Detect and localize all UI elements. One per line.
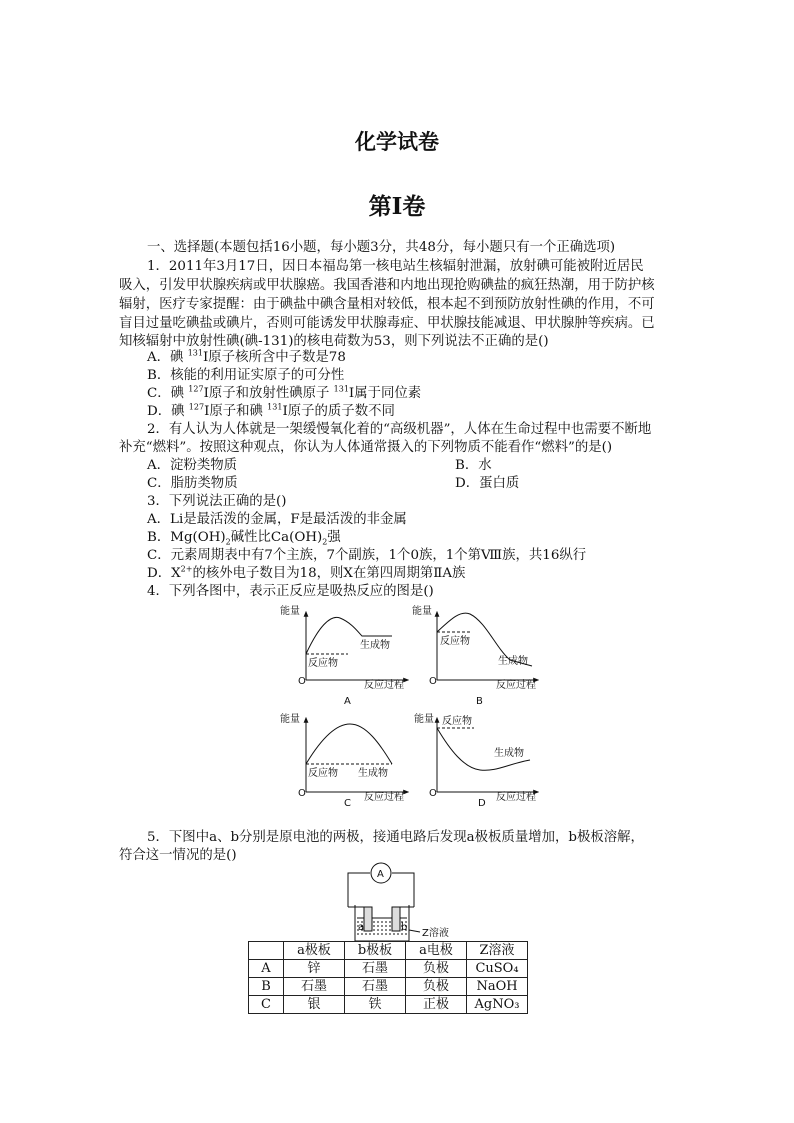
table-cell: AgNO₃ [467, 996, 528, 1014]
diag-d-y-label: 能量 [414, 714, 434, 725]
diagram-c [306, 718, 408, 792]
q1-option-a: A．碘 $^{131}$I原子核所含中子数是78 [147, 348, 346, 365]
q5-line-1: 5．下图中a、b分别是原电池的两极，接通电路后发现a极板质量增加，b极板溶解， [147, 830, 644, 845]
diag-c-x-label: 反应过程 [364, 792, 404, 803]
q1-option-d: D．碘 $^{127}$I原子和碘 $^{131}$I原子的质子数不同 [147, 402, 395, 419]
q4-stem: 4．下列各图中，表示正反应是吸热反应的图是() [147, 584, 434, 599]
diag-d-x-label: 反应过程 [496, 792, 536, 803]
q2-option-c: C．脂肪类物质 [147, 476, 238, 491]
diag-a-caption: A [344, 696, 351, 707]
diag-b-product: 生成物 [498, 656, 528, 667]
diag-b-y-label: 能量 [412, 606, 432, 617]
q1-line-2: 吸入，引发甲状腺疾病或甲状腺癌。我国香港和内地出现抢购碘盐的疯狂热潮，用于防护核 [119, 278, 655, 293]
table-header-cell [249, 942, 284, 960]
diagram-a [306, 612, 408, 680]
section-heading: 一、选择题(本题包括16小题，每小题3分，共48分，每小题只有一个正确选项) [147, 240, 616, 255]
table-cell: 锌 [284, 960, 345, 978]
q1-line-3: 辐射，医疗专家提醒：由于碘盐中碘含量相对较低，根本起不到预防放射性碘的作用，不可 [119, 297, 655, 312]
table-header-cell: a电极 [406, 942, 467, 960]
table-cell: 铁 [345, 996, 406, 1014]
exam-title: 化学试卷 [355, 129, 439, 154]
table-cell: 石墨 [284, 978, 345, 996]
q3-stem: 3．下列说法正确的是() [147, 494, 287, 509]
diag-a-y-label: 能量 [280, 606, 300, 617]
q1-line-5: 知核辐射中放射性碘(碘-131)的核电荷数为53，则下列说法不正确的是() [119, 334, 549, 349]
q1-line-1: 1．2011年3月17日，因日本福岛第一核电站生核辐射泄漏，放射碘可能被附近居民 [147, 259, 644, 274]
table-row [249, 978, 528, 996]
q3-option-a: A．Li是最活泼的金属，F是最活泼的非金属 [147, 512, 407, 527]
q2-line-2: 补充“燃料”。按照这种观点，你认为人体通常摄入的下列物质不能看作“燃料”的是() [119, 440, 613, 455]
table-cell: 负极 [406, 960, 467, 978]
electrode-b-label: b [401, 922, 408, 933]
table-cell: CuSO₄ [467, 960, 528, 978]
diag-b-caption: B [476, 696, 483, 707]
diag-b-reactant: 反应物 [440, 636, 470, 647]
electrode-a-label: a [358, 922, 365, 933]
q5-line-2: 符合这一情况的是() [119, 848, 237, 863]
diag-a-reactant: 反应物 [308, 658, 338, 669]
table-cell: C [249, 996, 284, 1014]
diag-c-y-label: 能量 [280, 714, 300, 725]
solution-label: Z溶液 [422, 928, 449, 939]
volume-title: 第Ⅰ卷 [368, 193, 426, 220]
table-header-cell: a极板 [284, 942, 345, 960]
q1-option-c: C．碘 $^{127}$I原子和放射性碘原子 $^{131}$I属于同位素 [147, 384, 422, 401]
table-cell: 石墨 [345, 960, 406, 978]
diag-c-origin: O [298, 788, 306, 799]
table-cell: A [249, 960, 284, 978]
q1-line-4: 盲目过量吃碘盐或碘片，否则可能诱发甲状腺毒症、甲状腺技能减退、甲状腺肿等疾病。已 [119, 316, 655, 331]
diag-d-product: 生成物 [494, 748, 524, 759]
diag-b-origin: O [429, 676, 437, 687]
table-header-cell: Z溶液 [467, 942, 528, 960]
q3-option-b: B．$Mg(OH)_2$碱性比$Ca(OH)_2$强 [147, 530, 341, 547]
ammeter-label: A [377, 869, 384, 880]
q2-option-b: B．水 [455, 458, 492, 473]
table-cell: B [249, 978, 284, 996]
diag-d-origin: O [429, 788, 437, 799]
table-row [249, 960, 528, 978]
diag-a-origin: O [298, 676, 306, 687]
diag-b-x-label: 反应过程 [496, 680, 536, 691]
q3-option-c: C．元素周期表中有7个主族，7个副族，1个0族，1个第Ⅷ族，共16纵行 [147, 548, 587, 563]
q3-option-d: D．$X^{2+}$的核外电子数目为18，则X在第四周期第ⅡA族 [147, 564, 466, 581]
q1-option-b: B．核能的利用证实原子的可分性 [147, 368, 345, 383]
table-cell: 石墨 [345, 978, 406, 996]
table-cell: 负极 [406, 978, 467, 996]
diag-a-x-label: 反应过程 [364, 680, 404, 691]
table-header-row [249, 942, 528, 960]
table-row [249, 996, 528, 1014]
q2-line-1: 2．有人认为人体就是一架缓慢氧化着的“高级机器”，人体在生命过程中也需要不断地 [147, 422, 652, 437]
table-header-cell: b极板 [345, 942, 406, 960]
q2-option-d: D．蛋白质 [455, 476, 520, 491]
diag-c-reactant: 反应物 [308, 768, 338, 779]
diag-c-product: 生成物 [358, 768, 388, 779]
diag-a-product: 生成物 [360, 640, 390, 651]
q5-table [248, 941, 528, 1014]
table-cell: 正极 [406, 996, 467, 1014]
diag-d-reactant: 反应物 [442, 716, 472, 727]
diag-d-caption: D [478, 798, 486, 809]
diag-c-caption: C [344, 798, 351, 809]
q2-option-a: A．淀粉类物质 [147, 458, 238, 473]
table-cell: NaOH [467, 978, 528, 996]
table-cell: 银 [284, 996, 345, 1014]
